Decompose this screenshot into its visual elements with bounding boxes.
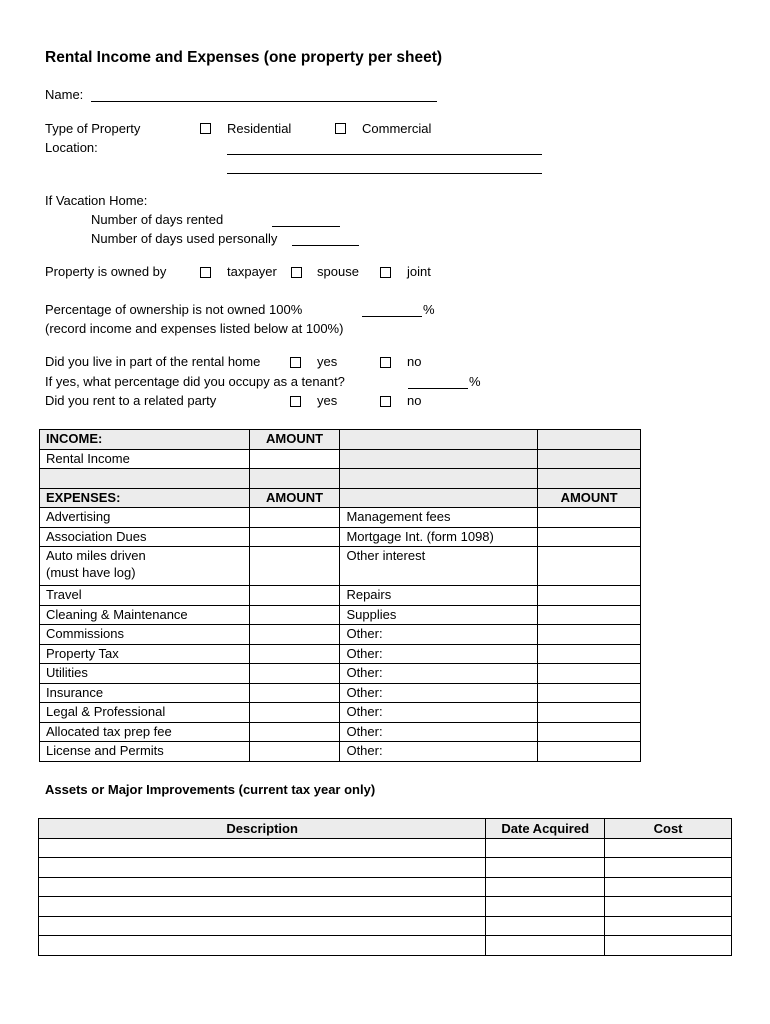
live-in-yes-checkbox[interactable]: [290, 357, 301, 368]
table-row: [40, 547, 641, 586]
expenses-amount-header-left: AMOUNT: [249, 488, 340, 508]
tenant-percent-question: If yes, what percentage did you occupy as a tenant?: [45, 374, 345, 389]
date-cell[interactable]: [486, 838, 605, 858]
expense-amount-cell[interactable]: [538, 625, 641, 645]
table-row: [39, 838, 732, 858]
date-cell[interactable]: [486, 936, 605, 956]
table-row: [40, 586, 641, 606]
expense-amount-cell[interactable]: [538, 547, 641, 586]
expense-amount-cell[interactable]: [538, 605, 641, 625]
expense-label: Other interest: [340, 547, 538, 586]
cost-cell[interactable]: [605, 877, 732, 897]
tenant-percent-input-line[interactable]: [408, 388, 468, 389]
taxpayer-label: taxpayer: [227, 264, 277, 279]
income-header: INCOME:: [40, 430, 250, 450]
table-row: [40, 527, 641, 547]
expense-amount-cell[interactable]: [538, 527, 641, 547]
expense-amount-cell[interactable]: [249, 605, 340, 625]
location-label: Location:: [45, 140, 98, 155]
commercial-checkbox[interactable]: [335, 123, 346, 134]
expense-amount-cell[interactable]: [538, 722, 641, 742]
commercial-label: Commercial: [362, 121, 432, 136]
auto-miles-label: Auto miles driven: [46, 548, 146, 563]
description-cell[interactable]: [39, 936, 486, 956]
expense-label: Allocated tax prep fee: [40, 722, 250, 742]
expense-label: Management fees: [340, 508, 538, 528]
related-yes-label: yes: [317, 393, 338, 408]
description-cell[interactable]: [39, 838, 486, 858]
description-cell[interactable]: [39, 897, 486, 917]
table-row: [40, 703, 641, 723]
related-yes-checkbox[interactable]: [290, 396, 301, 407]
name-label: Name:: [45, 87, 84, 102]
table-row: [39, 897, 732, 917]
expense-label: Other:: [340, 703, 538, 723]
spouse-label: spouse: [317, 264, 359, 279]
days-personal-label: Number of days used personally: [91, 231, 278, 246]
expense-label: Other:: [340, 625, 538, 645]
joint-checkbox[interactable]: [380, 267, 391, 278]
tenant-percent-sign: %: [469, 374, 481, 389]
expenses-header-row: [40, 488, 641, 508]
cost-cell[interactable]: [605, 897, 732, 917]
expense-label: Other:: [340, 722, 538, 742]
auto-miles-note: (must have log): [46, 565, 136, 580]
expense-amount-cell[interactable]: [538, 742, 641, 762]
expense-label: Legal & Professional: [40, 703, 250, 723]
description-cell[interactable]: [39, 916, 486, 936]
expense-label: Repairs: [340, 586, 538, 606]
date-cell[interactable]: [486, 858, 605, 878]
date-cell[interactable]: [486, 877, 605, 897]
expense-label: Other:: [340, 644, 538, 664]
days-rented-input-line[interactable]: [272, 226, 340, 227]
expense-amount-cell[interactable]: [249, 508, 340, 528]
expense-amount-cell[interactable]: [538, 586, 641, 606]
table-row: [40, 742, 641, 762]
rental-income-label: Rental Income: [40, 449, 250, 469]
expense-label: License and Permits: [40, 742, 250, 762]
expense-label: Insurance: [40, 683, 250, 703]
cost-cell[interactable]: [605, 936, 732, 956]
expense-label: Commissions: [40, 625, 250, 645]
live-in-no-checkbox[interactable]: [380, 357, 391, 368]
live-in-no-label: no: [407, 354, 422, 369]
description-cell[interactable]: [39, 858, 486, 878]
income-amount-header: AMOUNT: [249, 430, 340, 450]
expense-label: [40, 547, 250, 586]
spacer-row: [40, 469, 641, 489]
residential-checkbox[interactable]: [200, 123, 211, 134]
name-input-line[interactable]: [91, 101, 437, 102]
expense-amount-cell[interactable]: [249, 742, 340, 762]
col-description-header: Description: [39, 819, 486, 839]
income-expenses-table: [39, 429, 641, 762]
table-row: [40, 508, 641, 528]
residential-label: Residential: [227, 121, 292, 136]
expense-amount-cell[interactable]: [249, 683, 340, 703]
expense-label: Travel: [40, 586, 250, 606]
table-row: [40, 625, 641, 645]
related-no-label: no: [407, 393, 422, 408]
expense-amount-cell[interactable]: [538, 644, 641, 664]
expense-amount-cell[interactable]: [249, 625, 340, 645]
col-date-header: Date Acquired: [486, 819, 605, 839]
expense-amount-cell[interactable]: [249, 703, 340, 723]
days-rented-label: Number of days rented: [91, 212, 224, 227]
expense-amount-cell[interactable]: [538, 703, 641, 723]
date-cell[interactable]: [486, 897, 605, 917]
table-row: [40, 664, 641, 684]
spouse-checkbox[interactable]: [291, 267, 302, 278]
related-no-checkbox[interactable]: [380, 396, 391, 407]
type-of-property-label: Type of Property: [45, 121, 141, 136]
table-row: [40, 449, 641, 469]
cost-cell[interactable]: [605, 858, 732, 878]
income-header-row: [40, 430, 641, 450]
expense-label: Other:: [340, 664, 538, 684]
expense-label: Cleaning & Maintenance: [40, 605, 250, 625]
expense-label: Association Dues: [40, 527, 250, 547]
cost-cell[interactable]: [605, 838, 732, 858]
location-input-line-2[interactable]: [227, 173, 542, 174]
expense-amount-cell[interactable]: [249, 644, 340, 664]
expense-label: Other:: [340, 683, 538, 703]
location-input-line-1[interactable]: [227, 154, 542, 155]
expense-label: Mortgage Int. (form 1098): [340, 527, 538, 547]
table-row: [39, 916, 732, 936]
table-row: [40, 722, 641, 742]
rental-income-amount-cell[interactable]: [249, 449, 340, 469]
expense-label: Property Tax: [40, 644, 250, 664]
assets-table: [38, 818, 732, 956]
table-row: [39, 936, 732, 956]
cost-cell[interactable]: [605, 916, 732, 936]
expense-amount-cell[interactable]: [249, 664, 340, 684]
vacation-heading: If Vacation Home:: [45, 193, 148, 208]
expense-label: Utilities: [40, 664, 250, 684]
expense-amount-cell[interactable]: [249, 547, 340, 586]
table-row: [39, 858, 732, 878]
form-title: Rental Income and Expenses (one property per sheet): [45, 49, 443, 66]
table-row: [40, 683, 641, 703]
live-in-question: Did you live in part of the rental home: [45, 354, 261, 369]
assets-header-row: [39, 819, 732, 839]
assets-title: Assets or Major Improvements (current tax year only): [45, 782, 376, 797]
expenses-header: EXPENSES:: [40, 488, 250, 508]
expense-amount-cell[interactable]: [249, 527, 340, 547]
expense-amount-cell[interactable]: [249, 722, 340, 742]
col-cost-header: Cost: [605, 819, 732, 839]
expense-label: Supplies: [340, 605, 538, 625]
ownership-percent-input-line[interactable]: [362, 316, 422, 317]
description-cell[interactable]: [39, 877, 486, 897]
expense-amount-cell[interactable]: [538, 683, 641, 703]
taxpayer-checkbox[interactable]: [200, 267, 211, 278]
owned-by-label: Property is owned by: [45, 264, 167, 279]
table-row: [40, 644, 641, 664]
expense-amount-cell[interactable]: [538, 664, 641, 684]
expense-amount-cell[interactable]: [249, 586, 340, 606]
related-party-question: Did you rent to a related party: [45, 393, 217, 408]
expenses-amount-header-right: AMOUNT: [538, 488, 641, 508]
live-in-yes-label: yes: [317, 354, 338, 369]
expense-label: Advertising: [40, 508, 250, 528]
date-cell[interactable]: [486, 916, 605, 936]
expense-label: Other:: [340, 742, 538, 762]
ownership-label: Percentage of ownership is not owned 100%: [45, 302, 303, 317]
days-personal-input-line[interactable]: [292, 245, 359, 246]
table-row: [39, 877, 732, 897]
table-row: [40, 605, 641, 625]
ownership-note: (record income and expenses listed below at 100%): [45, 321, 344, 336]
expense-amount-cell[interactable]: [538, 508, 641, 528]
ownership-percent-sign: %: [423, 302, 435, 317]
joint-label: joint: [407, 264, 431, 279]
